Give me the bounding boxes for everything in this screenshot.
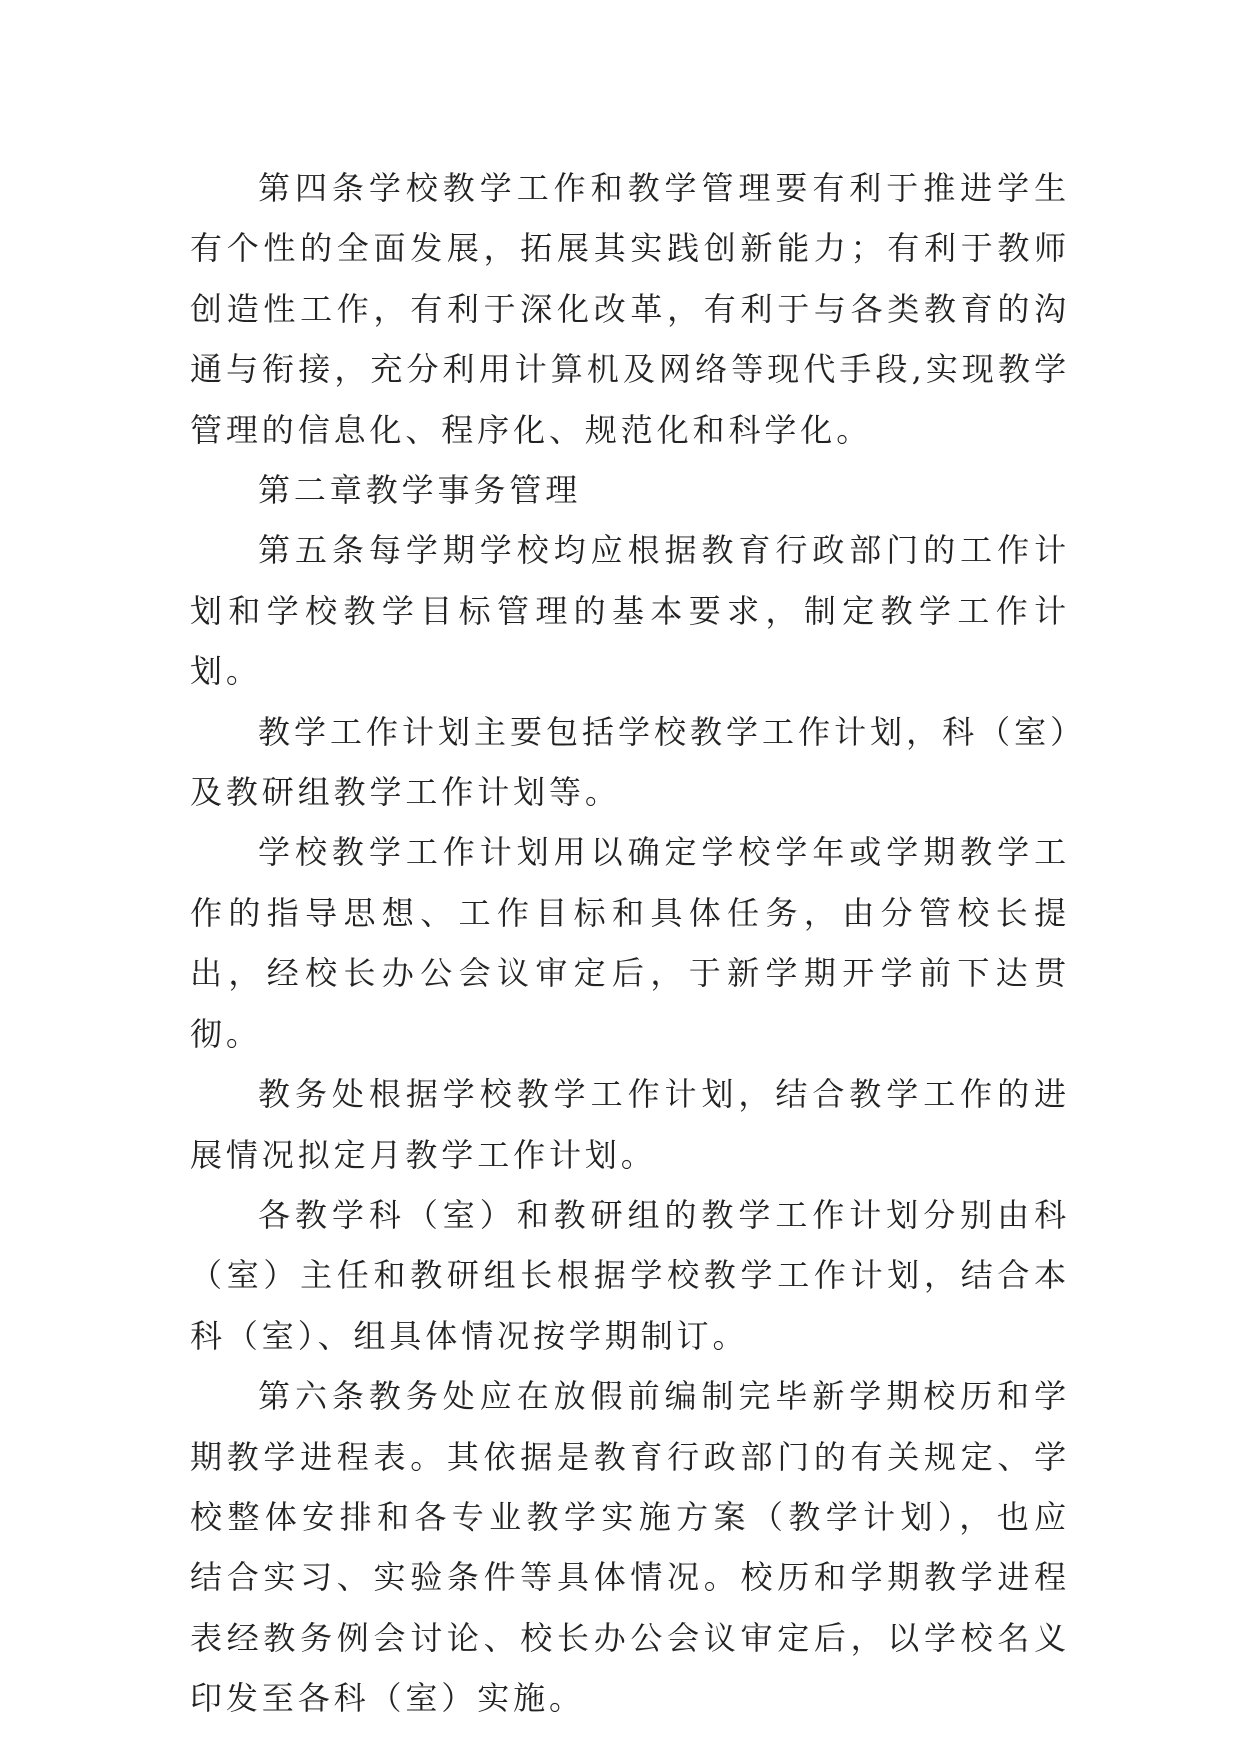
paragraph-plan-contents: 教学工作计划主要包括学校教学工作计划，科（室）及教研组教学工作计划等。: [190, 712, 1070, 812]
paragraph-article-6: 第六条教务处应在放假前编制完毕新学期校历和学期教学进程表。其依据是教育行政部门的有关规定、学校整体安排和各专业教学实施方案（教学计划），也应结合实习、实验条件等具体情况。校历和学期教学进程表经教务例会讨论、校长办公会议审定后，以学校名义印发至各科（室）实施。: [190, 1377, 1070, 1718]
paragraph-school-plan: 学校教学工作计划用以确定学校学年或学期教学工作的指导思想、工作目标和具体任务，由分管校长提出，经校长办公会议审定后，于新学期开学前下达贯彻。: [190, 833, 1070, 1053]
paragraph-article-5: 第五条每学期学校均应根据教育行政部门的工作计划和学校教学目标管理的基本要求，制定教学工作计划。: [190, 531, 1070, 691]
paragraph-department-plan: 各教学科（室）和教研组的教学工作计划分别由科（室）主任和教研组长根据学校教学工作计划，结合本科（室）、组具体情况按学期制订。: [190, 1195, 1070, 1355]
paragraph-monthly-plan: 教务处根据学校教学工作计划，结合教学工作的进展情况拟定月教学工作计划。: [190, 1075, 1070, 1174]
chapter-heading: 第二章教学事务管理: [258, 471, 582, 510]
document-body: [190, 158, 1070, 1729]
paragraph-article-4: 第四条学校教学工作和教学管理要有利于推进学生有个性的全面发展，拓展其实践创新能力；有利于教师创造性工作，有利于深化改革，有利于与各类教育的沟通与衔接，充分利用计算机及网络等现代手段,实现教学管理的信息化、程序化、规范化和科学化。: [190, 169, 1070, 449]
